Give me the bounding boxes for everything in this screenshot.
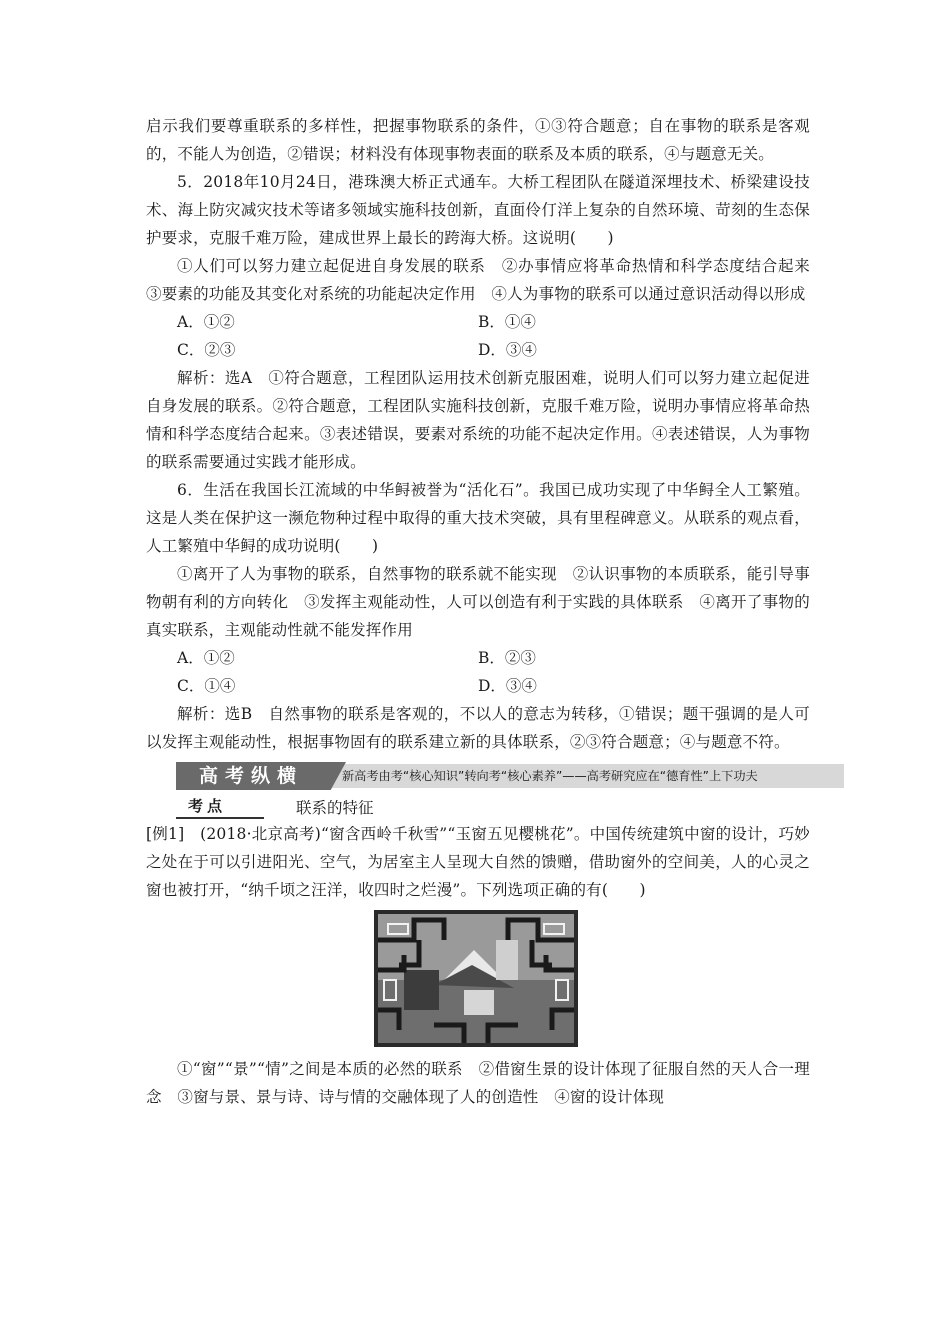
question-5-options-row2: [146, 336, 810, 364]
option-a: A．①②: [177, 649, 235, 667]
question-5-stem: 5．2018年10月24日，港珠澳大桥正式通车。大桥工程团队在隧道深埋技术、桥梁建设技术、海上防灾减灾技术等诸多领域实施科技创新，直面伶仃洋上复杂的自然环境、苛刻的生态保护要求，克服千难万险，建成世界上最长的跨海大桥。这说明( ): [146, 173, 810, 247]
example-1-items: ①“窗”“景”“情”之间是本质的必然的联系 ②借窗生景的设计体现了征服自然的天人合一理念 ③窗与景、景与诗、诗与情的交融体现了人的创造性 ④窗的设计体现: [146, 1060, 810, 1106]
question-5-items: ①人们可以努力建立起促进自身发展的联系 ②办事情应将革命热情和科学态度结合起来 ③要素的功能及其变化对系统的功能起决定作用 ④人为事物的联系可以通过意识活动得以形成: [146, 257, 826, 303]
option-c: C．①④: [177, 677, 236, 695]
option-c: C．②③: [177, 341, 236, 359]
kaodian-row: [146, 794, 810, 820]
section-banner: [146, 762, 810, 790]
question-5-options-row1: [146, 308, 810, 336]
option-d: D．③④: [478, 677, 537, 695]
banner-subtitle: 新高考由考“核心知识”转向考“核心素养”——高考研究应在“德育性”上下功夫: [342, 769, 758, 783]
question-6-stem: 6．生活在我国长江流域的中华鲟被誉为“活化石”。我国已成功实现了中华鲟全人工繁殖。这是人类在保护这一濒危物种过程中取得的重大技术突破，具有里程碑意义。从联系的观点看，人工繁殖中华鲟的成功说明( ): [146, 481, 810, 555]
document-page: [146, 112, 826, 1111]
question-5-analysis: 解析：选A ①符合题意，工程团队运用技术创新克服困难，说明人们可以努力建立起促进自身发展的联系。②符合题意，工程团队实施科技创新，克服千难万险，说明办事情应将革命热情和科学态度结合起来。③表述错误，要素对系统的功能不起决定作用。④表述错误，人为事物的联系需要通过实践才能形成。: [146, 369, 810, 471]
option-d: D．③④: [478, 341, 537, 359]
question-6-options-row1: [146, 644, 810, 672]
kaodian-label: 考点: [176, 795, 264, 819]
option-a: A．①②: [177, 313, 235, 331]
question-6-items: ①离开了人为事物的联系，自然事物的联系就不能实现 ②认识事物的本质联系，能引导事物朝有利的方向转化 ③发挥主观能动性，人可以创造有利于实践的具体联系 ④离开了事物的真实联系，主观能动性就不能发挥作用: [146, 565, 810, 639]
option-b: B．①④: [478, 313, 536, 331]
question-6-options-row2: [146, 672, 810, 700]
option-b: B．②③: [478, 649, 536, 667]
window-landscape-icon: [374, 910, 578, 1047]
paragraph-continuation: 启示我们要尊重联系的多样性，把握事物联系的条件，①③符合题意；自在事物的联系是客观的，不能人为创造，②错误；材料没有体现事物表面的联系及本质的联系，④与题意无关。: [146, 117, 810, 163]
question-6-analysis: 解析：选B 自然事物的联系是客观的，不以人的意志为转移，①错误；题干强调的是人可以发挥主观能动性，根据事物固有的联系建立新的具体联系，②③符合题意；④与题意不符。: [146, 705, 810, 751]
example-1-stem: [例1] (2018·北京高考)“窗含西岭千秋雪”“玉窗五见樱桃花”。中国传统建筑中窗的设计，巧妙之处在于可以引进阳光、空气，为居室主人呈现大自然的馈赠，借助窗外的空间美，人的心灵之窗也被打开，“纳千顷之汪洋，收四时之烂漫”。下列选项正确的有( ): [146, 825, 810, 899]
kaodian-topic: 联系的特征: [296, 799, 374, 817]
banner-title: 高考纵横: [198, 765, 303, 787]
